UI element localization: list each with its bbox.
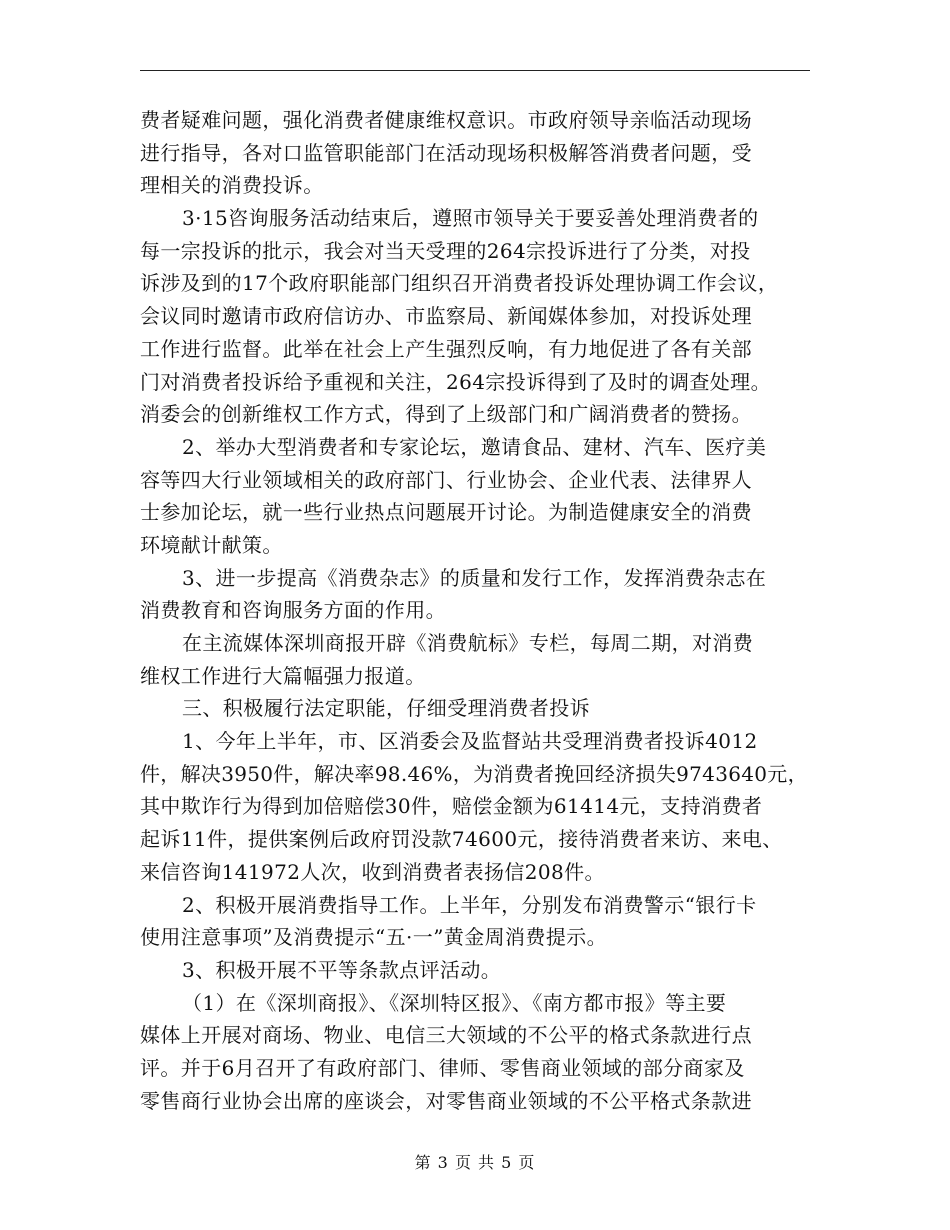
- text-line: 消委会的创新维权工作方式，得到了上级部门和广阔消费者的赞扬。: [140, 402, 752, 427]
- text-line: 进行指导，各对口监管职能部门在活动现场积极解答消费者问题，受: [140, 140, 752, 165]
- text-line: 费者疑难问题，强化消费者健康维权意识。市政府领导亲临活动现场: [140, 108, 752, 132]
- text-line: （1）在《深圳商报》、《深圳特区报》、《南方都市报》等主要: [182, 990, 727, 1015]
- text-line: 工作进行监督。此举在社会上产生强烈反响，有力地促进了各有关部: [140, 336, 752, 361]
- text-line: 2、积极开展消费指导工作。上半年，分别发布消费警示“银行卡: [182, 892, 757, 917]
- header-rule: [140, 70, 810, 71]
- text-line: 门对消费者投诉给予重视和关注，264宗投诉得到了及时的调查处理。: [140, 369, 771, 394]
- text-line: 零售商行业协会出席的座谈会，对零售商业领域的不公平格式条款进: [140, 1088, 752, 1113]
- text-line: 容等四大行业领域相关的政府部门、行业协会、企业代表、法律界人: [140, 467, 752, 492]
- text-line: 3、积极开展不平等条款点评活动。: [182, 957, 502, 982]
- text-line: 使用注意事项”及消费提示“五·一”黄金周消费提示。: [140, 925, 608, 950]
- text-line: 件，解决3950件，解决率98.46%，为消费者挽回经济损失9743640元，: [140, 761, 808, 786]
- text-line: 在主流媒体深圳商报开辟《消费航标》专栏，每周二期，对消费: [182, 631, 754, 655]
- text-line: 3·15咨询服务活动结束后，遵照市领导关于要妥善处理消费者的: [182, 206, 759, 231]
- text-line: 1、今年上半年，市、区消委会及监督站共受理消费者投诉4012: [182, 729, 758, 754]
- text-line: 会议同时邀请市政府信访办、市监察局、新闻媒体参加，对投诉处理: [140, 304, 752, 329]
- text-line: 诉涉及到的17个政府职能部门组织召开消费者投诉处理协调工作会议，: [140, 271, 779, 296]
- text-line: 来信咨询141972人次，收到消费者表扬信208件。: [140, 859, 605, 884]
- document-body: [140, 104, 810, 1117]
- text-line: 媒体上开展对商场、物业、电信三大领域的不公平的格式条款进行点: [140, 1023, 752, 1048]
- text-line: 评。并于6月召开了有政府部门、律师、零售商业领域的部分商家及: [140, 1055, 745, 1080]
- text-line: 消费教育和咨询服务方面的作用。: [140, 598, 446, 623]
- text-line: 其中欺诈行为得到加倍赔偿30件，赔偿金额为61414元，支持消费者: [140, 794, 763, 819]
- text-line: 3、进一步提高《消费杂志》的质量和发行工作，发挥消费杂志在: [182, 565, 767, 590]
- text-line: 每一宗投诉的批示，我会对当天受理的264宗投诉进行了分类，对投: [140, 238, 751, 263]
- text-line: 士参加论坛，就一些行业热点问题展开讨论。为制造健康安全的消费: [140, 500, 752, 525]
- text-line: 2、举办大型消费者和专家论坛，邀请食品、建材、汽车、医疗美: [182, 434, 767, 459]
- text-line: 维权工作进行大篇幅强力报道。: [140, 663, 426, 688]
- text-line: 环境献计献策。: [140, 532, 283, 557]
- page-number-footer: 第 3 页 共 5 页: [414, 1153, 536, 1172]
- text-line: 起诉11件，提供案例后政府罚没款74600元，接待消费者来访、来电、: [140, 827, 783, 852]
- text-line: 理相关的消费投诉。: [140, 173, 324, 198]
- text-line: 三、积极履行法定职能，仔细受理消费者投诉: [182, 696, 590, 721]
